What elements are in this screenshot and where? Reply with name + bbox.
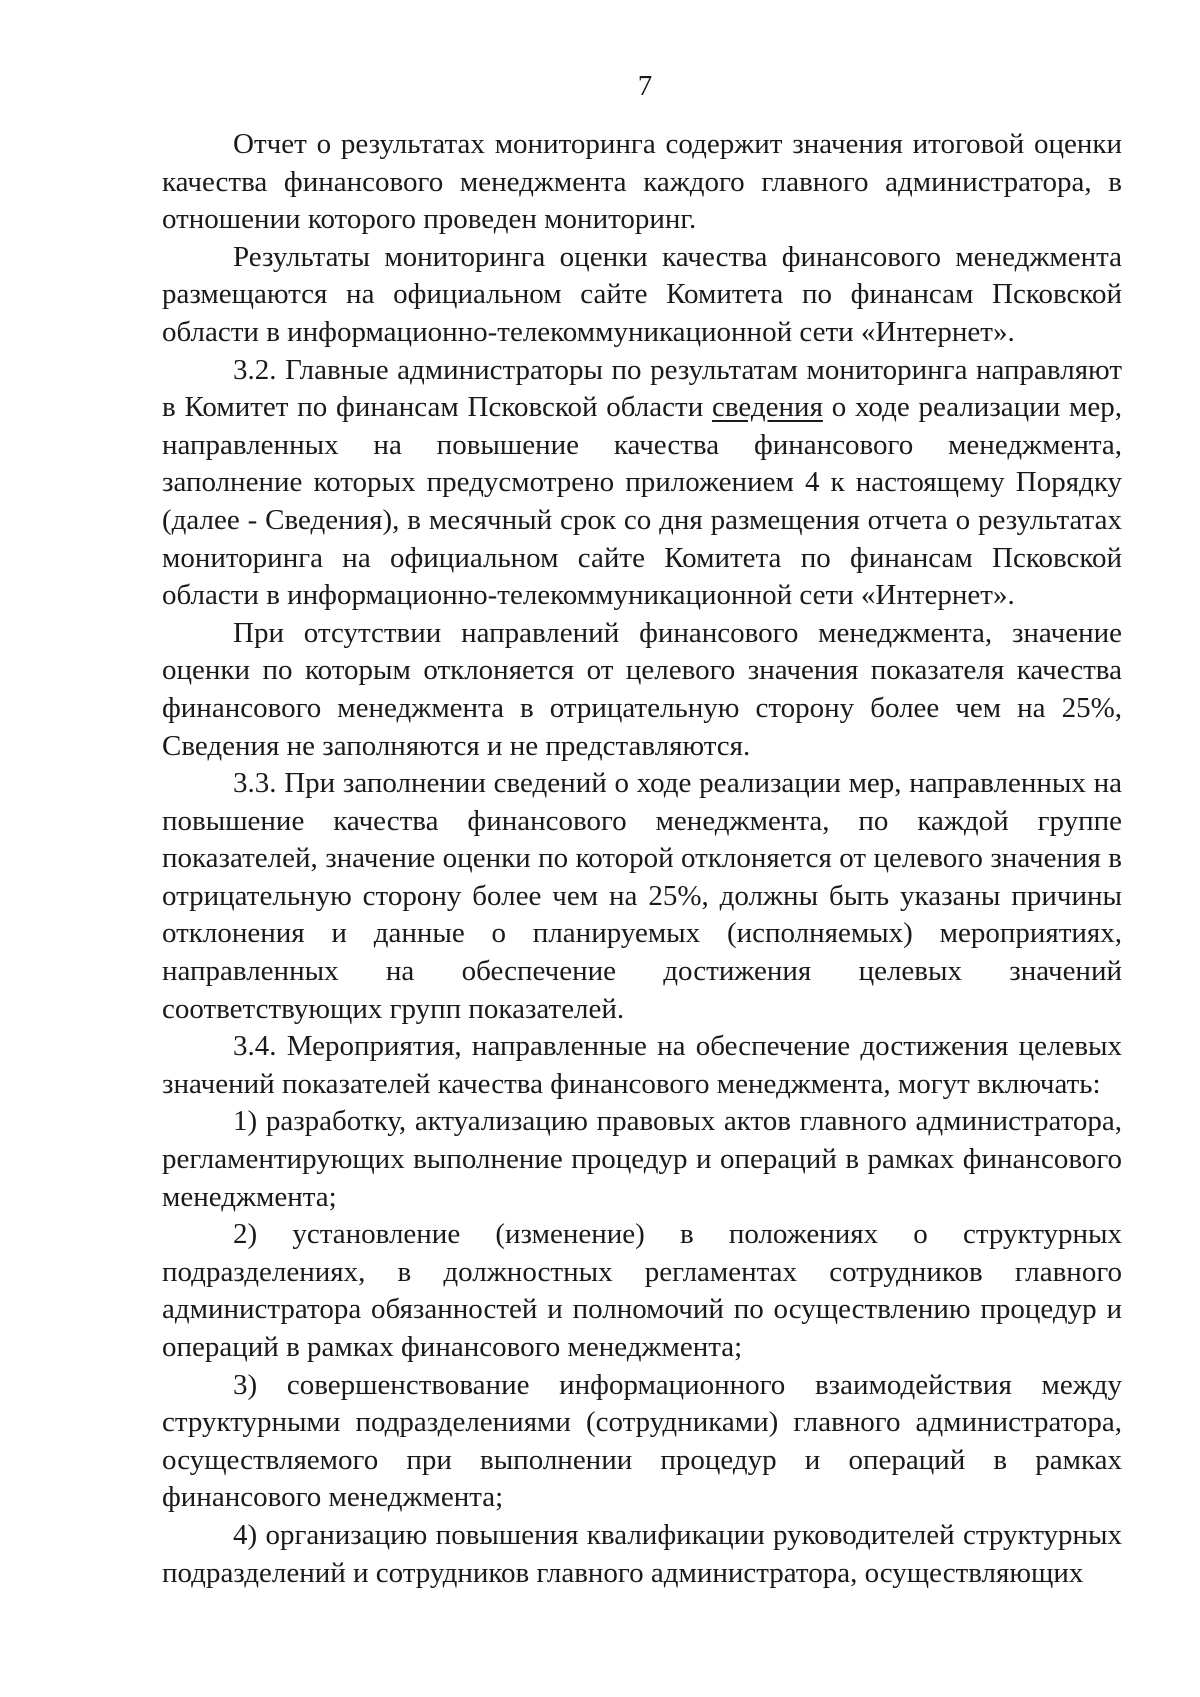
list-item-1: 1) разработку, актуализацию правовых актов главного администратора, регламентирующих выполнение процедур и операций в рамках финансового менеджмента; — [162, 1105, 1122, 1213]
list-item-4: 4) организацию повышения квалификации руководителей структурных подразделений и сотрудников главного администратора, осуществляющих — [162, 1518, 1122, 1589]
paragraph-section-3-4: 3.4. Мероприятия, направленные на обеспечение достижения целевых значений показателей качества финансового менеджмента, могут включать: — [162, 1030, 1122, 1100]
paragraph-section-3-3: 3.3. При заполнении сведений о ходе реализации мер, направленных на повышение качества финансового менеджмента, по каждой группе показателей, значение оценки по которой отклоняется от целевого значения в отрицательную сторону более чем на 25%, должны быть указаны причины отклонения и данные о планируемых (исполняемых) мероприятиях, направленных на обеспечение достижения целевых значений соответствующих групп показателей. — [162, 767, 1122, 1025]
list-item-3: 3) совершенствование информационного взаимодействия между структурными подразделениями (сотрудниками) главного администратора, осуществляемого при выполнении процедур и операций в рамках финансового менеджмента; — [162, 1368, 1122, 1514]
svedeniya-link[interactable]: сведения — [712, 391, 823, 424]
document-body — [162, 126, 1122, 1592]
paragraph-report-contents: Отчет о результатах мониторинга содержит значения итоговой оценки качества финансового менеджмента каждого главного администратора, в отношении которого проведен мониторинг. — [162, 128, 1122, 236]
page-number: 7 — [637, 70, 653, 102]
list-item-2: 2) установление (изменение) в положениях о структурных подразделениях, в должностных регламентах сотрудников главного администратора обязанностей и полномочий по осуществлению процедур и операций в рамках финансового менеджмента; — [162, 1218, 1122, 1363]
paragraph-section-3-2 — [162, 352, 1122, 615]
paragraph-3-2-text-after: о ходе реализации мер, направленных на повышение качества финансового менеджмента, заполнение которых предусмотрено приложением 4 к настоящему Порядку (далее - Сведения), в месячный срок со дня размещения отчета о результатах мониторинга на официальном сайте Комитета по финансам Псковской области в информационно-телекоммуникационной сети «Интернет». — [162, 391, 1122, 612]
paragraph-results-publication: Результаты мониторинга оценки качества финансового менеджмента размещаются на официальном сайте Комитета по финансам Псковской области в информационно-телекоммуникационной сети «Интернет». — [162, 240, 1122, 348]
paragraph-3-2-text-before: 3.2. Главные администраторы по результатам мониторинга направляют в Комитет по финансам Псковской области — [162, 353, 1122, 424]
paragraph-no-deviation: При отсутствии направлений финансового менеджмента, значение оценки по которым отклоняется от целевого значения показателя качества финансового менеджмента в отрицательную сторону более чем на 25%, Сведения не заполняются и не представляются. — [162, 616, 1122, 762]
